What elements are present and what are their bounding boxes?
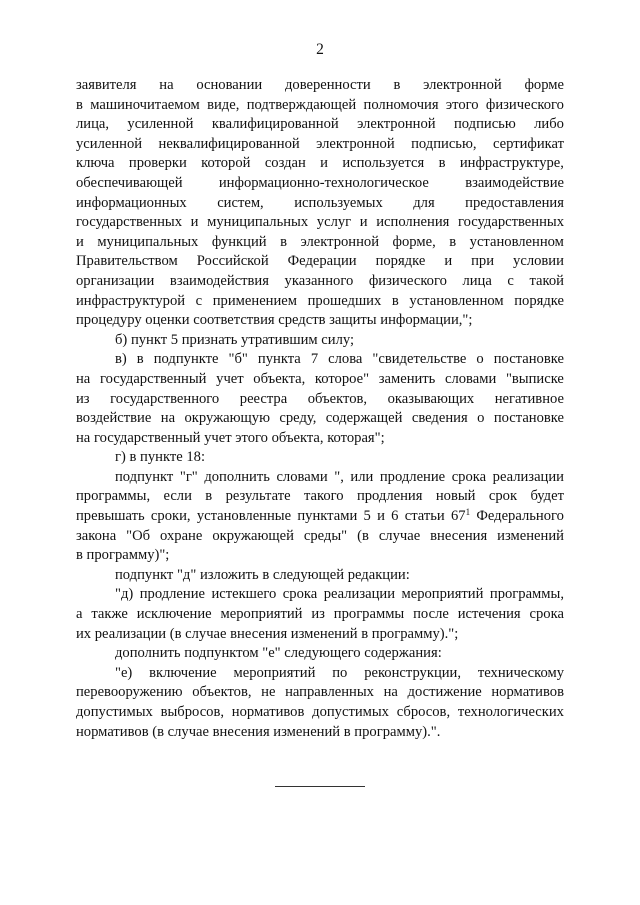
text-line [76,174,564,194]
word: изменений [497,527,564,544]
text-line: дополнить подпунктом "е" следующего содержания: [115,645,442,662]
word: о [477,410,485,427]
word: окружающей [212,527,294,544]
text-line [76,664,564,684]
word: допустимых [76,704,153,720]
word: электронной [300,233,380,250]
word: новый [435,488,476,505]
word: с [507,272,514,289]
word: при [471,253,495,270]
word: не [261,684,276,701]
document-body [76,76,564,742]
word: программы, [489,586,564,603]
text-line [76,154,564,174]
word: в [438,155,446,172]
word: постановке [493,351,564,368]
word: либо [534,116,564,133]
text-line [76,683,564,703]
word: физического [485,96,564,113]
word: реконструкции, [364,664,462,681]
word: заявителя [76,77,137,93]
word: муниципальных [97,233,199,250]
word: форме [524,77,564,93]
word: в [449,233,457,250]
word: функций [211,233,267,250]
word: программы, [76,488,151,505]
word: "е) [115,664,133,681]
word: среду, [279,410,317,427]
word: пункта [257,351,301,368]
word: или [350,468,374,485]
word: объектов, [192,684,252,701]
word: и [359,214,368,231]
word: полномочия [363,96,439,113]
word: исключение [136,606,212,623]
text-line [76,115,564,135]
word: слова [328,351,363,368]
word: продление [139,586,205,603]
word: и [190,214,199,231]
word: мероприятий [233,664,316,681]
word: которой [201,155,251,172]
word: подпункте [153,351,219,368]
text-line [76,272,564,292]
word: квалифицированной [211,116,339,133]
word: 6 [391,508,399,525]
text-line [76,96,564,116]
text-line [76,252,564,272]
word: программы [333,606,405,623]
word: заменить [378,370,436,387]
word: государственный [99,370,207,387]
word: охране [160,527,203,544]
word: установленном [409,292,504,309]
word: и [377,508,385,525]
superscript: 1 [465,507,471,518]
text-line [76,194,564,214]
word: форме, [392,233,436,250]
word: из [76,390,90,407]
word: истечения [457,606,521,623]
word: срока [451,468,487,485]
word: подписью [453,116,516,133]
word: закона [76,527,117,544]
word: в [393,77,401,93]
word: Федерации [287,253,357,270]
word: в [136,351,144,368]
word: Правительством [76,253,178,270]
word: информационных [76,194,187,211]
word: оказывающих [387,390,475,407]
word: виде, [207,96,240,113]
word: Федерального [476,508,564,525]
word: условии [513,253,564,270]
word: такого [303,488,344,505]
text-line [76,487,564,507]
word: (в [357,527,369,544]
word: словами [276,468,328,485]
word: электронной [423,77,502,93]
word: "г" [179,468,198,485]
text-line [76,409,564,429]
word: "Об [126,527,151,544]
word: срока [282,586,318,603]
text-line [76,135,564,155]
word: муниципальных [207,214,309,231]
word: подтверждающей [246,96,357,113]
word: используется [342,155,425,172]
word: организации [76,272,155,289]
word: установленные [196,508,292,525]
word: технологических [457,704,564,720]
closing-rule [275,786,365,787]
word: результате [225,488,291,505]
word: реестра [239,390,288,407]
text-line [76,76,564,96]
text-line [76,468,564,488]
text-line: г) в пункте 18: [115,449,206,466]
word: о [476,351,484,368]
word: на [160,410,176,427]
text-line: процедуру оценки соответствия средств защиты информации,"; [76,312,473,329]
word: также [91,606,128,623]
word: продления [356,488,423,505]
word: предоставления [465,194,564,211]
word: окружающую [184,410,270,427]
word: если [163,488,192,505]
text-line [76,507,564,527]
word: в) [115,351,127,368]
word: лица [462,272,492,289]
word: и [76,233,84,250]
word: выбросов, [160,704,225,720]
word: для [413,194,435,211]
word: лица, [76,116,110,133]
word: 5 [363,508,371,525]
word: машиночитаемом [90,96,200,113]
word: среды" [303,527,348,544]
word: перевооружению [76,684,183,701]
word: усиленной [127,116,194,133]
text-line [76,703,564,723]
text-line: на государственный учет этого объекта, которая"; [76,429,385,446]
word: используемых [294,194,383,211]
word: мероприятий [401,586,484,603]
word: случае [378,527,421,544]
word: прошедших [307,292,382,309]
word: "д) [115,586,134,603]
text-line: в программу)"; [76,547,170,564]
word: превышать [76,508,145,525]
word: мероприятий [220,606,303,623]
word: в [76,96,83,113]
word: взаимодействия [169,272,269,289]
word: основании [196,77,263,93]
text-line: нормативов (в случае внесения изменений в программу).". [76,723,441,740]
word: техническому [477,664,564,681]
word: и [444,253,453,270]
word: сведения [411,410,468,427]
text-line [76,370,564,390]
word: после [413,606,449,623]
text-line [76,350,564,370]
word: в [205,488,213,505]
word: "свидетельстве [372,351,467,368]
word: дополнить [204,468,270,485]
word: из [311,606,325,623]
word: 7 [310,351,319,368]
word: продление [379,468,446,485]
word: на [383,684,398,701]
word: будет [530,488,564,505]
word: истекшего [211,586,277,603]
word: систем, [217,194,264,211]
word: на [76,370,91,387]
word: порядке [514,292,564,309]
word: статьи [404,508,445,525]
word: подпункт [115,468,174,485]
word: с [195,292,203,309]
word: проверки [128,155,187,172]
word: в [280,233,287,250]
word: направленных [285,684,374,701]
text-line: подпункт "д" изложить в следующей редакции: [115,566,410,583]
word: доверенности [284,77,371,93]
word: пунктами [297,508,358,525]
word: "выписке [505,370,564,387]
word: услуг [316,214,352,231]
text-line [76,292,564,312]
word: ключа [76,155,115,172]
text-line [76,233,564,253]
word: допустимых [312,704,389,720]
word: инфраструктурой [76,292,186,309]
word: сбросов, [396,704,451,720]
word: на [159,77,174,93]
word: воздействие [76,410,152,427]
word: создан [264,155,306,172]
word: объектов, [307,390,368,407]
word: реализации [492,468,564,485]
word: словами [445,370,497,387]
word: усиленной [76,135,143,152]
word: исполнения [376,214,450,231]
word: достижение [407,684,482,701]
word: физического [368,272,447,289]
word: содержащей [325,410,403,427]
word: реализации [323,586,396,603]
word: которое" [314,370,370,387]
word: нормативов [231,704,305,720]
word: срока [529,606,564,623]
word: негативное [494,390,564,407]
word: государственных [457,214,564,231]
word: взаимодействие [465,174,564,191]
page-number: 2 [316,41,324,58]
word: такой [529,272,564,289]
word: государственного [110,390,220,407]
word: электронной [357,116,436,133]
word: установленном [469,233,564,250]
text-line [76,390,564,410]
text-line: б) пункт 5 признать утратившим силу; [115,331,355,348]
word: электронной [316,135,395,152]
word: в [391,292,399,309]
word: включение [149,664,217,681]
word: инфраструктуре, [459,155,564,172]
word: подписью, [411,135,477,152]
word: объекта, [253,370,306,387]
word: сроки, [150,508,191,525]
word: учет [216,370,244,387]
word: этого [445,96,479,113]
word: порядке [375,253,426,270]
word: нормативов [491,684,564,701]
word: информационно-технологическое [218,174,429,191]
word: указанного [284,272,354,289]
word: Российской [196,253,269,270]
word: обеспечивающей [76,174,183,191]
word: внесения [430,527,488,544]
text-line [76,527,564,547]
word: и [320,155,328,172]
word: по [332,664,348,681]
text-line [76,585,564,605]
word: государственных [76,214,183,231]
word: постановке [493,410,564,427]
word: "б" [228,351,248,368]
word: а [76,606,83,623]
text-line: их реализации (в случае внесения изменений в программу)."; [76,625,459,642]
word: сертификат [492,135,564,152]
word: неквалифицированной [158,135,300,152]
word: применением [212,292,297,309]
word: срок [488,488,518,505]
word: ", [334,468,344,485]
text-line [76,213,564,233]
text-line [76,605,564,625]
word: $67^1$ [450,507,471,525]
